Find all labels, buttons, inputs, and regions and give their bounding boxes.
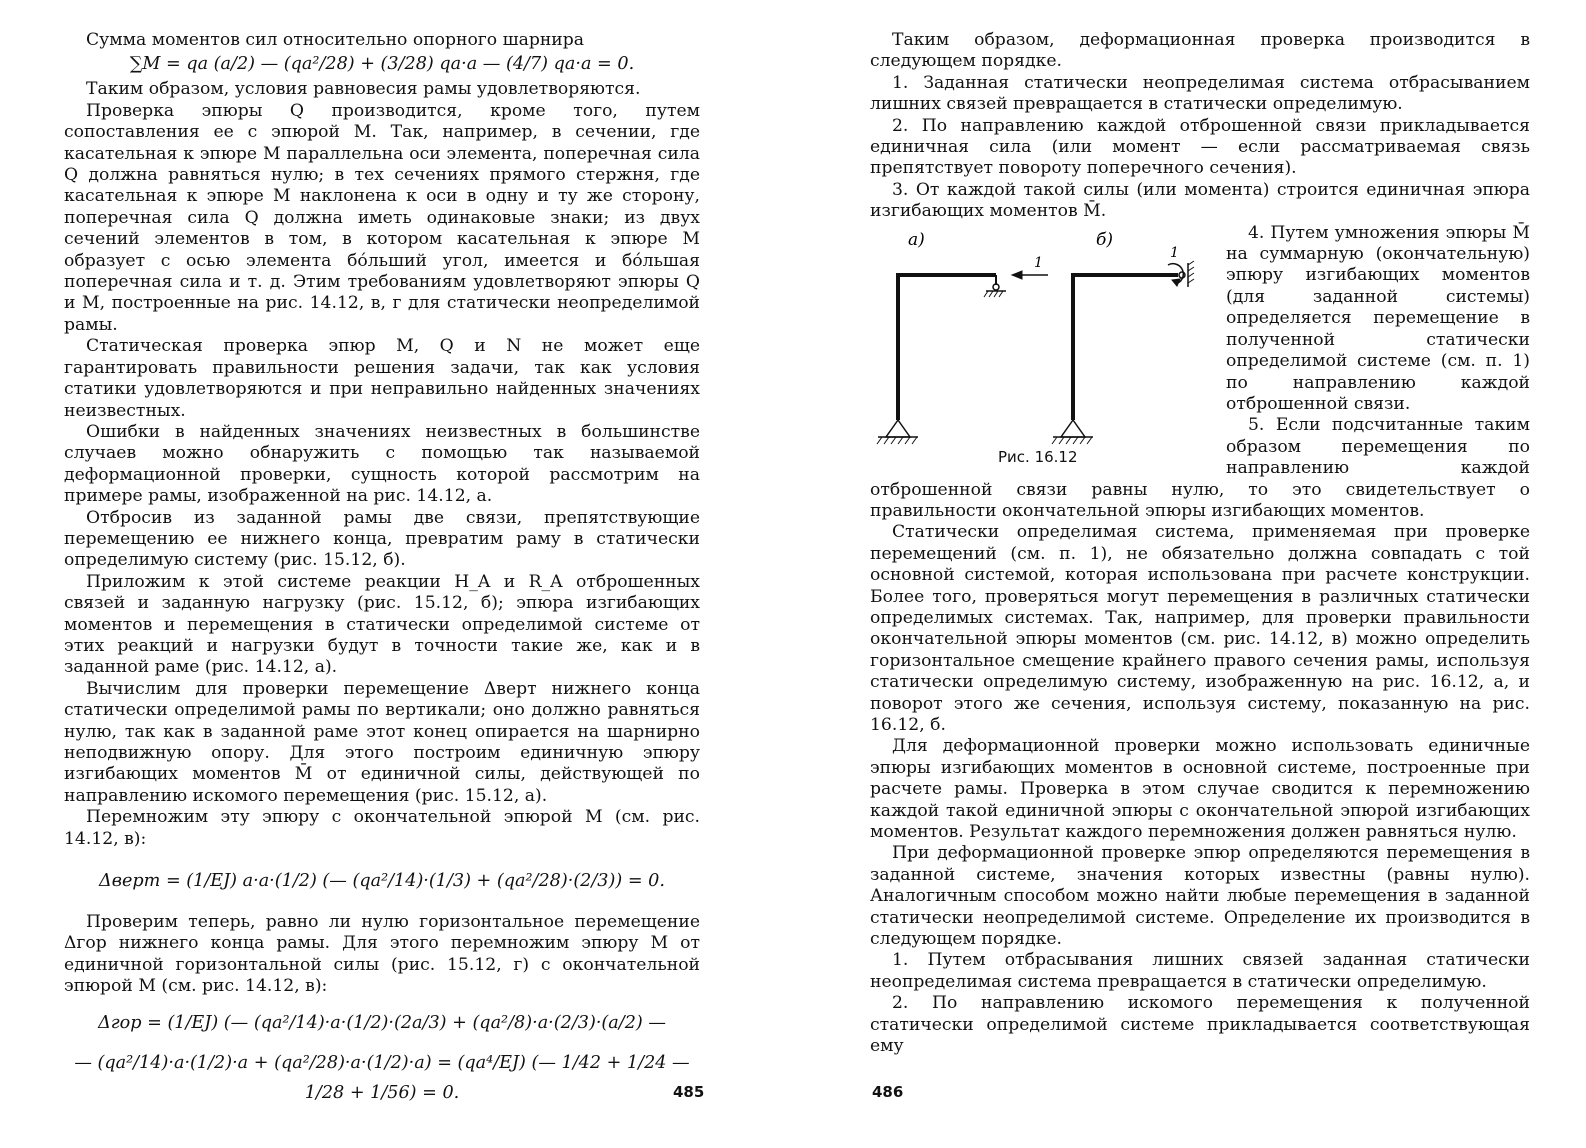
left-p8: Вычислим для проверки перемещение Δверт нижнего конца статически определимой рамы по вертикали; оно должно равняться нулю, так как в заданной раме этот конец опирается на шарнирно неподвижную опору. Для этого построим единичную эпюру изгибающих моментов M̄ от единичной силы, действующей по направлению искомого перемещения (рис. 15.12, а).: [64, 678, 700, 806]
frame-b: [1052, 261, 1194, 444]
right-p3: 2. По направлению каждой отброшенной связи прикладывается единичная сила (или момент — если рассматриваемая связь препятствует повороту поперечного сечения).: [870, 115, 1530, 179]
left-p4: Статическая проверка эпюр M, Q и N не может еще гарантировать правильности решения задачи, так как условия статики удовлетворяются и при неправильно найденных значениях неизвестных.: [64, 336, 700, 421]
right-p5: 4. Путем умножения эпюры M̄ на суммарную (окончательную) эпюру изгибающих моментов (для заданной системы) определяется перемещение в полученной статически определимой системе (см. п. 1) по направлению каждой отброшенной связи.: [1226, 222, 1530, 414]
figure-label-b: б): [1096, 229, 1114, 250]
formula-moment-sum: ∑M = qa (a/2) — (qa²/28) + (3/28) qa·a — (4/7) qa·a = 0.: [129, 54, 635, 75]
formula-horizontal-displacement-line2: — (qa²/14)·a·(1/2)·a + (qa²/28)·a·(1/2)·a) = (qa⁴/EJ) (— 1/42 + 1/24 — 1/28 + 1/56) = 0.: [74, 1052, 690, 1103]
right-p11: 2. По направлению искомого перемещения к полученной статически определимой системе прикладывается соответствующая ему: [870, 993, 1530, 1057]
page-number-left: 485: [673, 1083, 705, 1101]
right-p2: 1. Заданная статически неопределимая система отбрасыванием лишних связей превращается в статически определимую.: [870, 72, 1530, 115]
left-p3: Проверка эпюры Q производится, кроме того, путем сопоставления ее с эпюрой M. Так, например, в сечении, где касательная к эпюре M параллельна оси элемента, поперечная сила Q должна равняться нулю; в тех сечениях прямого стержня, где касательная к эпюре M наклонена к оси в одну и ту же сторону, поперечная сила Q должна иметь одинаковые знаки; из двух сечений элементов в том, в котором касательная к эпюре M образует с осью элемента бо́льший угол, имеется и бо́льшая поперечная сила и т. д. Этим требованиям удовлетворяют эпюры Q и M, построенные на рис. 14.12, в, г для статически неопределимой рамы.: [64, 100, 700, 335]
right-page: [870, 30, 1530, 1058]
right-p4: 3. От каждой такой силы (или момента) строится единичная эпюра изгибающих моментов M̄.: [870, 179, 1530, 222]
formula-vertical-displacement: Δверт = (1/EJ) a·a·(1/2) (— (qa²/14)·(1/3) + (qa²/28)·(2/3)) = 0.: [99, 871, 665, 892]
left-p6: Отбросив из заданной рамы две связи, препятствующие перемещению ее нижнего конца, превратим раму в статически определимую систему (рис. 15.12, б).: [64, 507, 700, 571]
left-p10: Проверим теперь, равно ли нулю горизонтальное перемещение Δгор нижнего конца рамы. Для этого перемножим эпюру M от единичной горизонтальной силы (рис. 15.12, г) с окончательной эпюрой M (см. рис. 14.12, в):: [64, 912, 700, 997]
right-p9: При деформационной проверке эпюр определяются перемещения в заданной системе, значения которых известны (равны нулю). Аналогичным способом можно найти любые перемещения в заданной статически неопределимой системе. Определение их производится в следующем порядке.: [870, 843, 1530, 950]
right-p8: Для деформационной проверки можно использовать единичные эпюры изгибающих моментов в основной системе, построенные при расчете рамы. Проверка в этом случае сводится к перемножению каждой такой единичной эпюры с окончательной эпюрой изгибающих моментов. Результат каждого перемножения должен равняться нулю.: [870, 736, 1530, 843]
force-label: 1: [1034, 254, 1043, 271]
left-p7: Приложим к этой системе реакции H_A и R_A отброшенных связей и заданную нагрузку (рис. 15.12, б); эпюра изгибающих моментов и перемещения в статически определимой системе от этих реакций и нагрузки будут в точности такие же, как и в заданной раме (рис. 14.12, а).: [64, 571, 700, 678]
formula-horizontal-displacement-line1: Δгор = (1/EJ) (— (qa²/14)·a·(1/2)·(2a/3) + (qa²/8)·a·(2/3)·(a/2) —: [98, 1012, 666, 1033]
right-p6: 5. Если подсчитанные таким образом перемещения по направлению каждой отброшенной связи равны нулю, то это свидетельствует о правильности окончательной эпюры изгибающих моментов.: [870, 415, 1530, 521]
right-p1: Таким образом, деформационная проверка производится в следующем порядке.: [870, 30, 1530, 72]
left-p2: Таким образом, условия равновесия рамы удовлетворяются.: [86, 79, 641, 100]
figure-caption: Рис. 16.12: [998, 447, 1078, 466]
left-p1: Сумма моментов сил относительно опорного шарнира: [86, 30, 585, 50]
left-p9: Перемножим эту эпюру с окончательной эпюрой M (см. рис. 14.12, в):: [64, 807, 700, 849]
right-p7: Статически определимая система, применяемая при проверке перемещений (см. п. 1), не обязательно должна совпадать с той основной системой, которая использована при расчете конструкции. Более того, проверяться могут перемещения в различных статически определимых системах. Так, например, для проверки правильности окончательной эпюры моментов (см. рис. 14.12, в) можно определить горизонтальное смещение крайнего правого сечения рамы, используя статически определимую систему, изображенную на рис. 16.12, а, и поворот этого же сечения, используя систему, показанную на рис. 16.12, б.: [870, 522, 1530, 735]
page-number-right: 486: [872, 1083, 904, 1101]
figure-label-a: а): [908, 229, 925, 250]
frame-a: [877, 271, 1048, 444]
figure-16-12: [868, 225, 1218, 475]
left-p5: Ошибки в найденных значениях неизвестных в большинстве случаев можно обнаружить с помощью так называемой деформационной проверки, сущность которой рассмотрим на примере рамы, изображенной на рис. 14.12, а.: [64, 421, 700, 507]
left-page: [64, 30, 700, 1114]
frame-diagram: [868, 225, 1218, 475]
moment-label: 1: [1170, 244, 1179, 261]
right-p10: 1. Путем отбрасывания лишних связей заданная статически неопределимая система превращается в статически определимую.: [870, 950, 1530, 992]
